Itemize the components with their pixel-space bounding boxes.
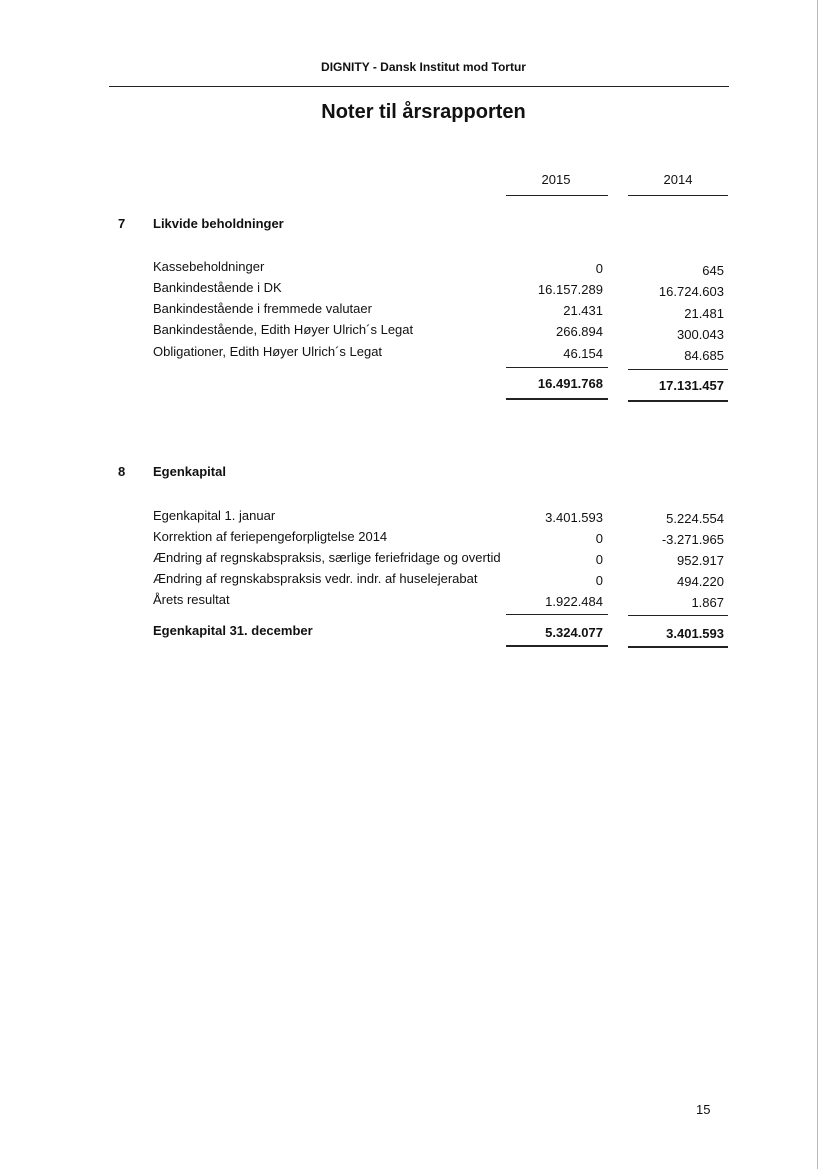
value-2015: 1.922.484 [545,594,603,609]
total-underline-2014 [628,400,728,402]
header-divider [109,86,729,87]
column-header-underline-2014 [628,195,728,196]
total-label: Egenkapital 31. december [153,623,313,638]
row-label: Korrektion af feriepengeforpligtelse 2014 [153,529,388,544]
note-title: Likvide beholdninger [153,216,284,231]
total-2014: 3.401.593 [666,626,724,641]
note-number: 8 [118,464,126,479]
value-2015: 0 [595,552,603,567]
row-label: Egenkapital 1. januar [153,508,276,523]
value-2015: 16.157.289 [537,282,603,297]
value-2014: 952.917 [677,553,724,568]
total-underline-2014 [628,646,728,648]
value-2015: 0 [595,261,603,276]
subtotal-rule-2014 [628,369,728,370]
value-2014: 300.043 [677,327,724,342]
value-2015: 46.154 [563,346,603,361]
note-title: Egenkapital [153,464,226,479]
total-2015: 16.491.768 [537,376,603,391]
row-label: Kassebeholdninger [153,259,265,274]
value-2015: 0 [595,531,603,546]
column-header-underline-2015 [506,195,608,196]
total-2015: 5.324.077 [545,625,603,640]
page-header: DIGNITY - Dansk Institut mod Tortur [321,60,526,74]
value-2014: 21.481 [684,306,724,321]
total-underline-2015 [506,645,608,647]
value-2014: 494.220 [677,574,724,589]
value-2014: 645 [702,263,724,278]
page-title: Noter til årsrapporten [321,101,526,123]
value-2015: 21.431 [563,303,603,318]
value-2015: 3.401.593 [545,510,603,525]
column-header-2015: 2015 [541,172,571,187]
subtotal-rule-2015 [506,367,608,368]
value-2014: 84.685 [684,348,724,363]
total-2014: 17.131.457 [658,378,724,393]
row-label: Ændring af regnskabspraksis, særlige feriefridage og overtid [153,550,501,565]
page-edge-line [817,0,818,1169]
value-2014: 5.224.554 [666,511,724,526]
total-underline-2015 [506,398,608,400]
value-2014: -3.271.965 [661,532,724,547]
row-label: Obligationer, Edith Høyer Ulrich´s Legat [153,344,383,359]
row-label: Ændring af regnskabspraksis vedr. indr. af huselejerabat [153,571,478,586]
subtotal-rule-2014 [628,615,728,616]
row-label: Bankindestående, Edith Høyer Ulrich´s Legat [153,322,414,337]
page-number: 15 [696,1102,711,1117]
column-header-2014: 2014 [663,172,693,187]
value-2014: 1.867 [691,595,724,610]
value-2015: 266.894 [556,324,603,339]
row-label: Bankindestående i fremmede valutaer [153,301,372,316]
row-label: Bankindestående i DK [153,280,282,295]
value-2014: 16.724.603 [658,284,724,299]
row-label: Årets resultat [153,592,230,607]
subtotal-rule-2015 [506,614,608,615]
note-number: 7 [118,216,126,231]
value-2015: 0 [595,573,603,588]
